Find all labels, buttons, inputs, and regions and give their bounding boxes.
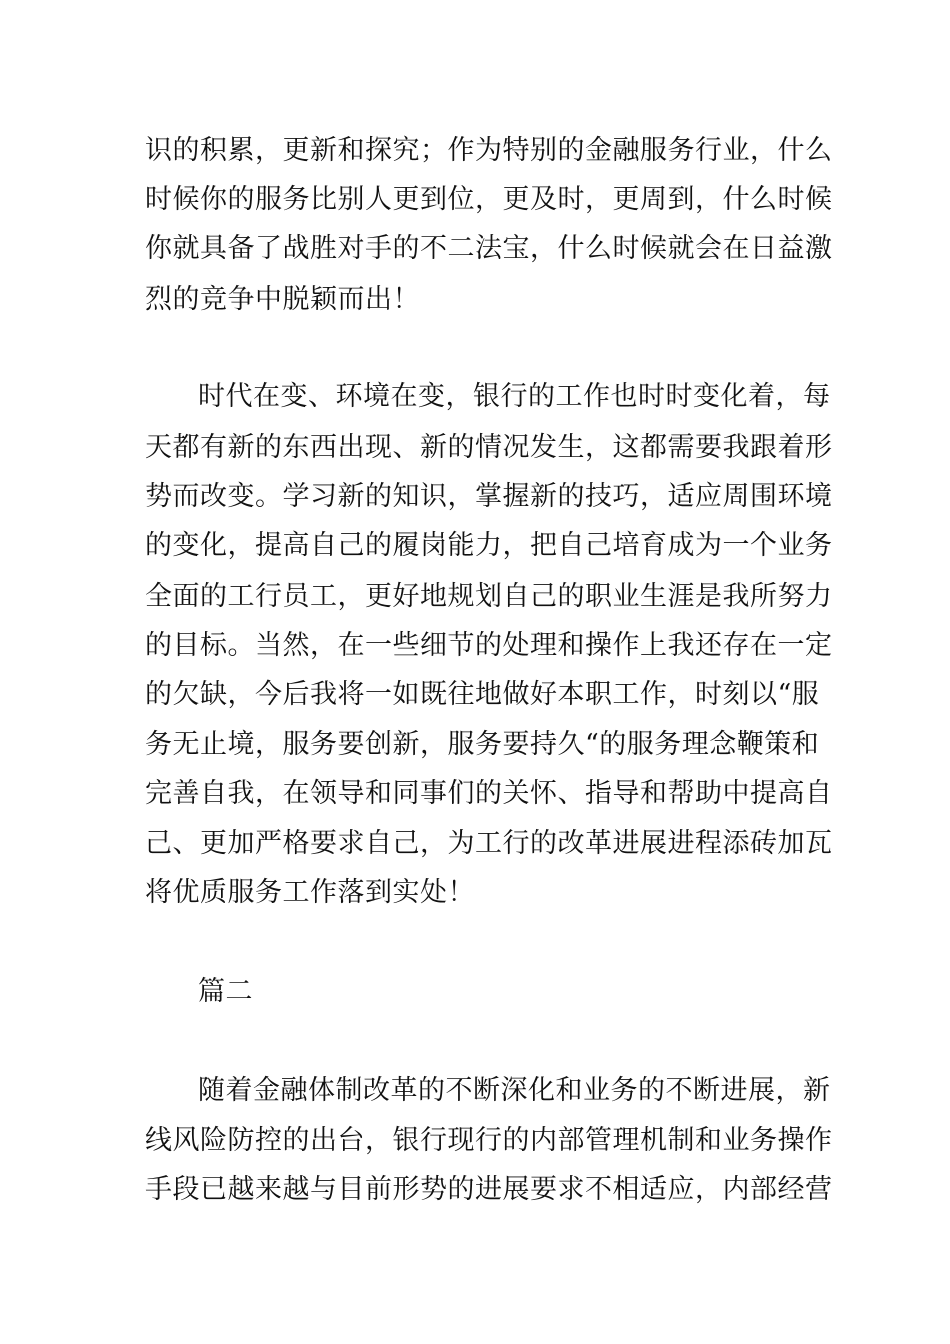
paragraph-2-line-3: 势而改变。学习新的知识，掌握新的技巧，适应周围环境 <box>145 481 833 512</box>
paragraph-2-line-8: 务无止境，服务要创新，服务要持久“的服务理念鞭策和 <box>145 729 820 760</box>
paragraph-2-line-4: 的变化，提高自己的履岗能力，把自己培育成为一个业务 <box>145 530 833 561</box>
paragraph-2-line-9: 完善自我，在领导和同事们的关怀、指导和帮助中提高自 <box>145 778 833 809</box>
paragraph-2-line-1: 时代在变、环境在变，银行的工作也时时变化着，每 <box>198 381 831 412</box>
paragraph-1-line-1: 识的积累，更新和探究；作为特别的金融服务行业，什么 <box>145 135 833 166</box>
paragraph-2-line-2: 天都有新的东西出现、新的情况发生，这都需要我跟着形 <box>145 432 833 463</box>
paragraph-2-line-11: 将优质服务工作落到实处！ <box>145 877 475 908</box>
paragraph-3-line-3: 手段已越来越与目前形势的进展要求不相适应，内部经营 <box>145 1174 833 1205</box>
paragraph-2-line-10: 己、更加严格要求自己，为工行的改革进展进程添砖加瓦 <box>145 828 833 859</box>
paragraph-3-line-2: 线风险防控的出台，银行现行的内部管理机制和业务操作 <box>145 1125 833 1156</box>
paragraph-2-line-5: 全面的工行员工，更好地规划自己的职业生涯是我所努力 <box>145 581 833 612</box>
paragraph-1-line-4: 烈的竞争中脱颖而出！ <box>145 284 420 315</box>
paragraph-2-line-6: 的目标。当然，在一些细节的处理和操作上我还存在一定 <box>145 630 833 661</box>
paragraph-2-line-7: 的欠缺，今后我将一如既往地做好本职工作，时刻以“服 <box>145 679 820 710</box>
paragraph-1-line-3: 你就具备了战胜对手的不二法宝，什么时候就会在日益激 <box>145 233 833 264</box>
paragraph-1-line-2: 时候你的服务比别人更到位，更及时，更周到，什么时候 <box>145 184 833 215</box>
paragraph-3-line-1: 随着金融体制改革的不断深化和业务的不断进展，新 <box>198 1075 831 1106</box>
section-heading: 篇二 <box>198 976 253 1007</box>
